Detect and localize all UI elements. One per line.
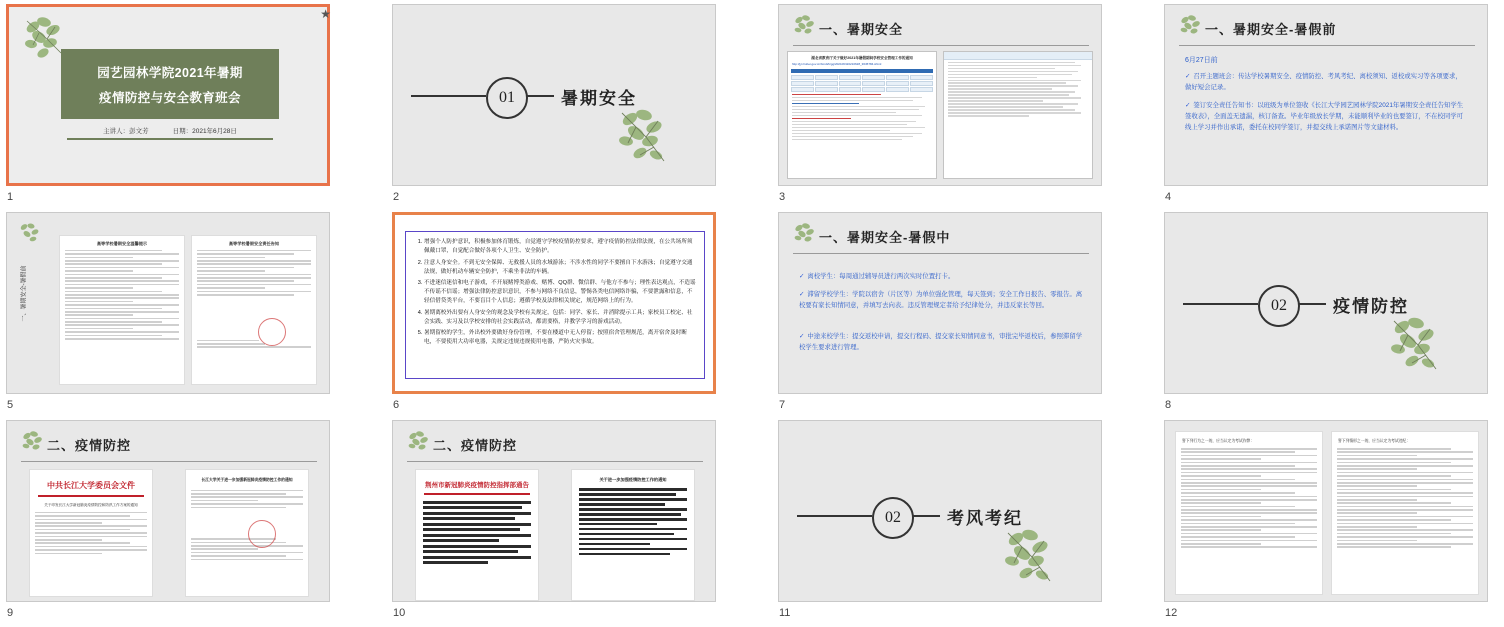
slide-header-title: 一、暑期安全-暑假前 xyxy=(1205,22,1337,37)
header-rule xyxy=(407,461,703,462)
list-item: 5. 暑期留校的学生，外出校外要做好身份管理，不要在楼道中无人停留；按照宿舍管理规范，离开宿舍及时断电，不要使用大功率电器，关规定违规违规使用电器，严防火灾事故。 xyxy=(424,329,698,347)
title-rule xyxy=(67,138,273,140)
slide-number-6: 6 xyxy=(393,399,400,411)
slide-thumbnail-6[interactable] xyxy=(392,212,716,394)
document-left xyxy=(415,469,539,601)
side-label: 一、暑期安全-暑假前 xyxy=(21,265,28,322)
doc-title: 长江大学关于进一步加强新冠肺炎疫情防控工作的通知 xyxy=(201,478,293,482)
slide-number-9: 9 xyxy=(7,607,14,619)
doc-title: 中共长江大学委员会文件 xyxy=(47,481,135,490)
slide-cell-8[interactable] xyxy=(1164,212,1494,413)
red-seal-stamp xyxy=(248,520,276,548)
section-line-right xyxy=(912,515,940,517)
slide-thumbnail-8[interactable] xyxy=(1164,212,1488,394)
slide-cell-12[interactable] xyxy=(1164,420,1494,621)
leaf-icon xyxy=(17,221,41,245)
red-seal-stamp xyxy=(258,318,286,346)
doc-title: 湖北省教育厅关于做好2021年暑假期间学校安全管理工作的通知 xyxy=(811,56,913,60)
title-subtitle xyxy=(61,126,279,135)
slide-thumbnail-7[interactable] xyxy=(778,212,1102,394)
leaf-icon xyxy=(994,525,1064,593)
title-line-2: 疫情防控与安全教育班会 xyxy=(99,90,241,105)
leaf-icon xyxy=(608,105,678,173)
document-screenshot-left xyxy=(787,51,937,179)
section-line-right xyxy=(1298,303,1326,305)
slide-cell-11[interactable] xyxy=(778,420,1108,621)
header-rule xyxy=(793,45,1089,46)
bullet-item: ✓ 离校学生：每周通过辅导员进行两次实时位置打卡。 xyxy=(799,273,955,280)
leaf-icon xyxy=(791,221,817,247)
check-icon: ✓ xyxy=(799,333,805,340)
check-icon: ✓ xyxy=(1185,102,1191,109)
bullet-item: ✓ 签订安全责任告知书：以班级为单位签收《长江大学园艺园林学院2021年暑期安全责任告知学生签收表》，全面盖无遗漏，核订备查。毕业年级放长学期，未能顺利毕业的也要签订，不在校同学可线上学习并作出承诺，委托在校同学签订，并提交线上承诺图片等文建材料。 xyxy=(1185,102,1464,132)
slide-header-title: 二、疫情防控 xyxy=(433,438,518,453)
slide-cell-2[interactable] xyxy=(392,4,722,205)
list-item: 4. 暑期离校外出要有人身安全的观念及学校有关规定，包括：同学、家长、并消除提示工具；家校员工校定、社会实践、实习及以学校安排的社会实践活动，都需要格，并教学学习的游戏活动。 xyxy=(424,309,698,327)
slide-thumbnail-12[interactable] xyxy=(1164,420,1488,602)
slide-thumbnail-5[interactable] xyxy=(6,212,330,394)
section-title: 暑期安全 xyxy=(561,89,637,108)
slide-number-8: 8 xyxy=(1165,399,1172,411)
slide-thumbnail-11[interactable] xyxy=(778,420,1102,602)
section-title: 疫情防控 xyxy=(1333,297,1409,316)
slide-number-3: 3 xyxy=(779,191,786,203)
check-icon: ✓ xyxy=(1185,73,1191,80)
leaf-icon xyxy=(19,429,45,455)
page-heading: 誓下列情形之一的，应当认定为考试违纪： xyxy=(1338,439,1411,443)
title-line-1: 园艺园林学院2021年暑期 xyxy=(97,65,243,80)
section-line-right xyxy=(526,95,554,97)
leaf-icon xyxy=(405,429,431,455)
slide-thumbnail-9[interactable] xyxy=(6,420,330,602)
section-number-circle xyxy=(1258,285,1300,327)
doc-title: 高等学校暑期安全温馨提示 xyxy=(96,241,148,246)
doc-title: 荆州市新冠肺炎疫情防控指挥部通告 xyxy=(425,482,529,489)
doc-red-rule xyxy=(424,493,530,495)
title-box xyxy=(61,49,279,119)
slide-cell-9[interactable] xyxy=(6,420,336,621)
slide-thumbnail-1[interactable] xyxy=(6,4,330,186)
slide-thumbnail-10[interactable] xyxy=(392,420,716,602)
slide-number-2: 2 xyxy=(393,191,400,203)
slide-cell-1[interactable] xyxy=(6,4,336,205)
section-number: 02 xyxy=(885,509,901,526)
list-item: 2. 注意人身安全。不到无安全保障、无救援人员的水域游泳；不涉水性的同学不要擅自下水游泳；自觉遵守交通法规，做好机动车辆安全防护，不乘坐非法的车辆。 xyxy=(424,259,698,277)
section-number: 01 xyxy=(499,89,515,106)
slide-cell-6[interactable] xyxy=(392,212,722,413)
bullet-item: ✓ 召开主题班会：传达学校暑期安全、疫情防控、考风考纪、离校须知、返校或实习等各项要求，做好短会记录。 xyxy=(1185,73,1462,92)
check-icon: ✓ xyxy=(799,273,805,280)
slide-number-4: 4 xyxy=(1165,191,1172,203)
leaf-icon xyxy=(1177,13,1203,39)
slide-cell-3[interactable] xyxy=(778,4,1108,205)
toolbar-strip xyxy=(791,69,933,73)
text-page-left xyxy=(1175,431,1323,595)
slide-thumbnail-3[interactable] xyxy=(778,4,1102,186)
doc-red-rule xyxy=(38,495,144,497)
document-right xyxy=(191,235,317,385)
table-grid xyxy=(791,75,933,92)
slide-number-1: 1 ★ xyxy=(7,7,331,203)
star-icon[interactable]: ★ xyxy=(320,7,331,21)
page-heading: 誓下列行为之一的，应当认定为考试作弊： xyxy=(1182,439,1255,443)
slide-cell-4[interactable] xyxy=(1164,4,1494,205)
leaf-icon xyxy=(791,13,817,39)
numbered-list-box xyxy=(405,231,705,379)
section-line-left xyxy=(411,95,486,97)
doc-url: http://jyt.hubei.gov.cn/bmdt/tzgg/202106/t20210628_3645784.shtml xyxy=(792,62,882,66)
slide-cell-7[interactable] xyxy=(778,212,1108,413)
header-rule xyxy=(793,253,1089,254)
slide-header-title: 一、暑期安全-暑假中 xyxy=(819,230,951,245)
section-line-left xyxy=(797,515,872,517)
slide-number-5: 5 xyxy=(7,399,14,411)
header-rule xyxy=(21,461,317,462)
slide-cell-5[interactable] xyxy=(6,212,336,413)
document-left xyxy=(59,235,185,385)
section-number: 02 xyxy=(1271,297,1287,314)
bullet-item: ✓ 滞留学校学生：学院以宿舍（片区等）为单位强化管理，每天签到；安全工作日报告、零报告。离校要有家长知情同意，并填写去向表。违反管理规定者给予纪律处分，并违反家长等回。 xyxy=(799,291,1083,310)
numbered-list xyxy=(412,238,698,348)
text-page-right xyxy=(1331,431,1479,595)
document-left xyxy=(29,469,153,597)
date-label: 日期：2021年6月28日 xyxy=(172,128,237,135)
document-screenshot-right xyxy=(943,51,1093,179)
section-number-circle xyxy=(486,77,528,119)
document-right xyxy=(185,469,309,597)
slide-number-12: 12 xyxy=(1165,607,1178,619)
slide-number-7: 7 xyxy=(779,399,786,411)
leaf-icon xyxy=(1380,313,1450,381)
doc-title: 高等学校暑假安全责任告知 xyxy=(228,241,280,246)
presenter-label: 主讲人：彭文芳 xyxy=(103,128,149,135)
slide-number-11: 11 xyxy=(779,607,791,619)
slide-header-title: 一、暑期安全 xyxy=(819,22,904,37)
document-right xyxy=(571,469,695,601)
slide-thumbnail-4[interactable] xyxy=(1164,4,1488,186)
header-rule xyxy=(1179,45,1475,46)
list-item: 3. 不进迷信迷信和电子游戏，不开展赌博类游戏、赌博、QQ群、微信群、与他方不参与；理性表达观点，不造谣不传谣不信谣；增强法律防控意识意识，不参与网络不良信息，警惕各类电信网络诈骗，不要泄露和信息，不轻信借贷类平台，不要盲目个人信息；遵循学校及法律相关规定，规范网络上的行为。 xyxy=(424,279,698,306)
section-line-left xyxy=(1183,303,1258,305)
section-number-circle xyxy=(872,497,914,539)
check-icon: ✓ xyxy=(799,291,805,298)
slide-header-title: 二、疫情防控 xyxy=(47,438,132,453)
slide-cell-10[interactable] xyxy=(392,420,722,621)
bullet-item: ✓ 中途来校学生：提交返校申请，提交行程码、提交家长知情同意书，审批完毕返校后，参照滞留学校学生要求进行管理。 xyxy=(799,333,1083,352)
date-label: 6月27日前 xyxy=(1185,57,1218,64)
section-title: 考风考纪 xyxy=(947,509,1023,528)
slide-thumbnail-2[interactable] xyxy=(392,4,716,186)
doc-title: 关于进一步加强疫情防控工作的通知 xyxy=(599,477,667,482)
slide-number-10: 10 xyxy=(393,607,406,619)
browser-toolbar xyxy=(944,52,1092,60)
doc-subtitle: 关于印发长江大学新冠肺炎疫情防控和防汛工作方案的通知 xyxy=(44,502,138,507)
list-item: 1. 增强个人防护意识，积极参加体育锻炼，自觉遵守学校疫情防控要求，遵守疫情防控法律法规，在公共场所须佩戴口罩，自觉配合做好各项个人卫生、安全防护。 xyxy=(424,238,698,256)
